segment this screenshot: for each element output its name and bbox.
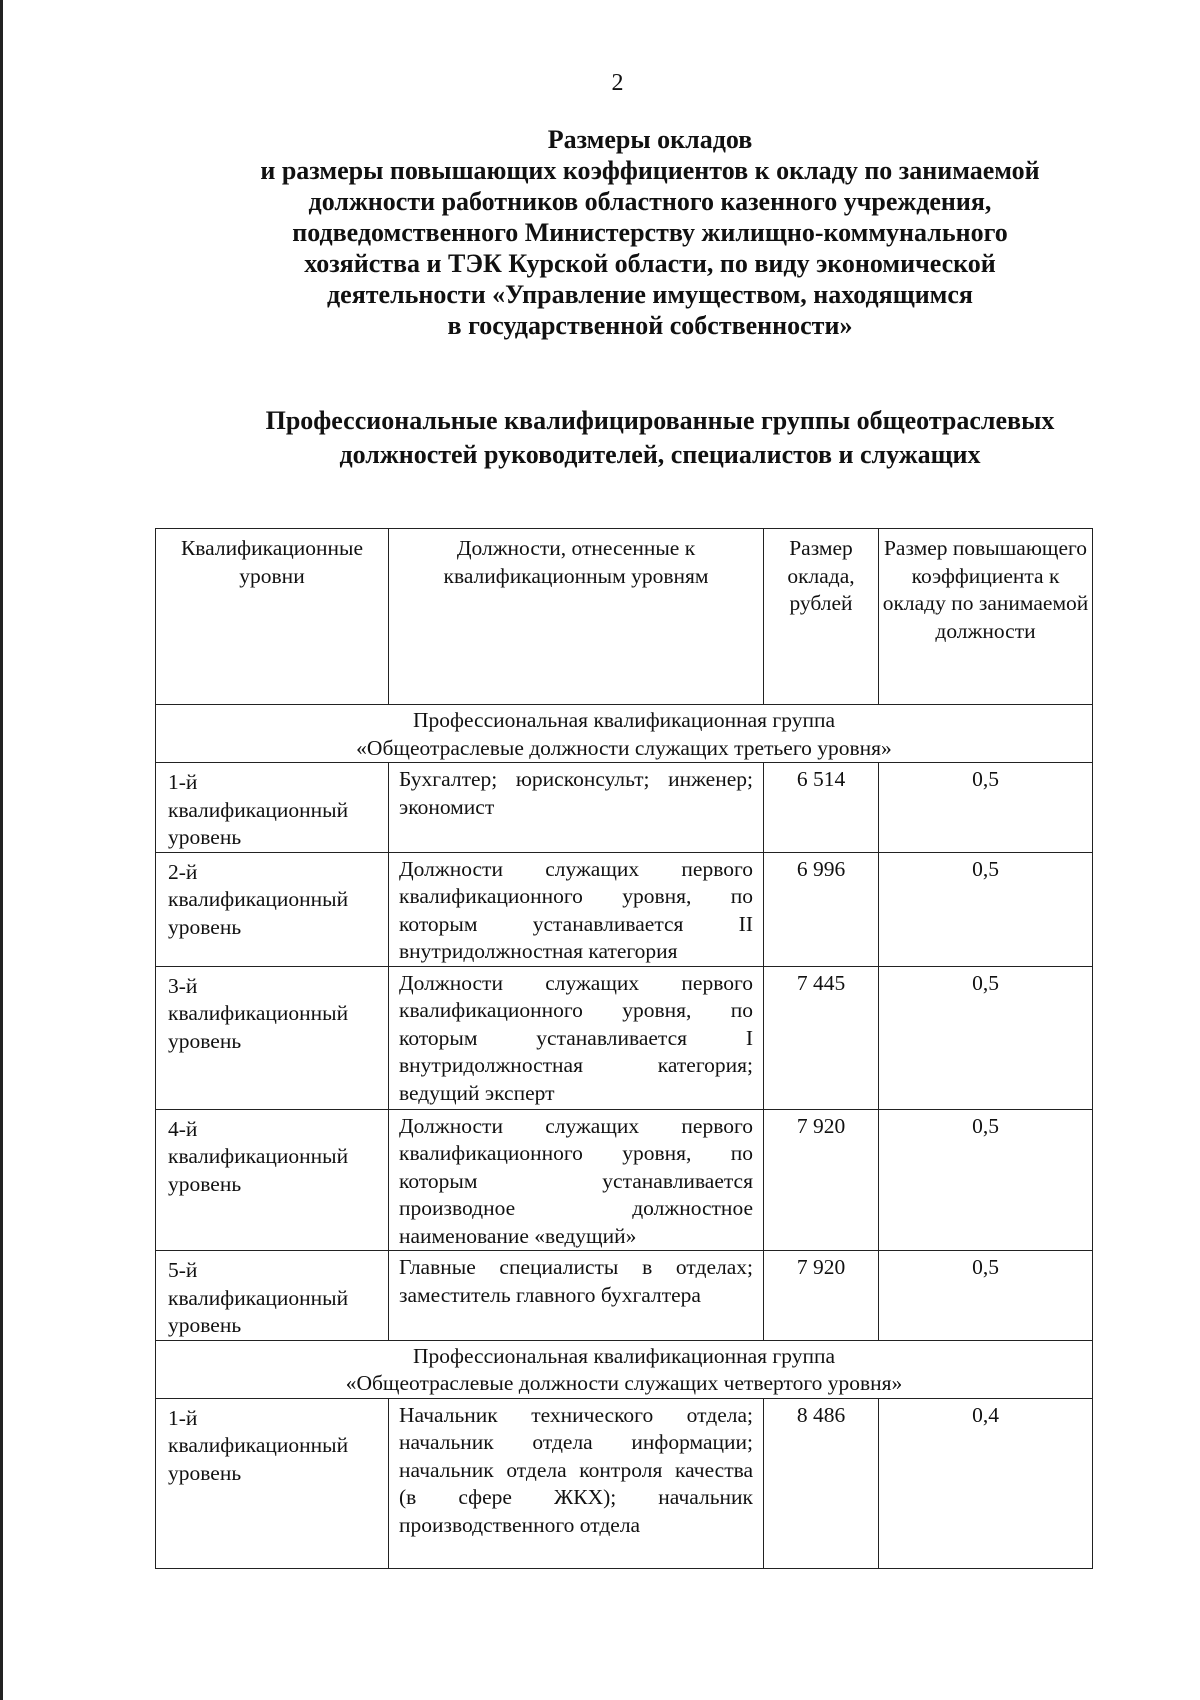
positions-cell: Должности служащих первого квалификационного уровня, по которым устанавливается II внутридолжностная категория [389, 852, 764, 966]
positions-cell: Бухгалтер; юрисконсульт; инженер; экономист [389, 763, 764, 853]
title-line: хозяйства и ТЭК Курской области, по виду экономической [304, 249, 996, 278]
header-salary: Размер оклада, рублей [764, 529, 879, 705]
level-cell: 5-й квалификационный уровень [156, 1251, 389, 1341]
coefficient-cell: 0,5 [879, 966, 1093, 1109]
section-subtitle [230, 404, 1090, 472]
level-cell: 2-й квалификационный уровень [156, 852, 389, 966]
salary-cell: 7 920 [764, 1109, 879, 1251]
level-cell: 1-й квалификационный уровень [156, 1398, 389, 1568]
group-title [156, 1340, 1093, 1398]
level-cell: 4-й квалификационный уровень [156, 1109, 389, 1251]
table-row [156, 1109, 1093, 1251]
salary-cell: 8 486 [764, 1398, 879, 1568]
table-row [156, 966, 1093, 1109]
group-title-line: Профессиональная квалификационная группа [412, 708, 835, 732]
group-title [156, 705, 1093, 763]
positions-cell: Должности служащих первого квалификационного уровня, по которым устанавливается производное должностное наименование «ведущий» [389, 1109, 764, 1251]
group-title-line: «Общеотраслевые должности служащих четвертого уровня» [345, 1371, 903, 1395]
level-cell: 1-й квалификационный уровень [156, 763, 389, 853]
group-header-row [156, 705, 1093, 763]
title-line: и размеры повышающих коэффициентов к окладу по занимаемой [260, 156, 1040, 185]
subtitle-line: Профессиональные квалифицированные группы общеотраслевых [265, 406, 1055, 435]
coefficient-cell: 0,4 [879, 1398, 1093, 1568]
salary-cell: 7 920 [764, 1251, 879, 1341]
positions-cell: Начальник технического отдела; начальник отдела информации; начальник отдела контроля качества (в сфере ЖКХ); начальник производственного отдела [389, 1398, 764, 1568]
group-header-row [156, 1340, 1093, 1398]
salary-table [155, 528, 1093, 1569]
title-line: подведомственного Министерству жилищно-коммунального [292, 218, 1008, 247]
positions-cell: Должности служащих первого квалификационного уровня, по которым устанавливается I внутридолжностная категория; ведущий эксперт [389, 966, 764, 1109]
title-line: должности работников областного казенного учреждения, [308, 187, 992, 216]
subtitle-line: должностей руководителей, специалистов и служащих [339, 440, 981, 469]
title-line: Размеры окладов [547, 125, 753, 154]
header-level: Квалификационные уровни [156, 529, 389, 705]
header-coefficient: Размер повышающего коэффициента к окладу по занимаемой должности [879, 529, 1093, 705]
document-title [230, 124, 1070, 341]
positions-cell: Главные специалисты в отделах; заместитель главного бухгалтера [389, 1251, 764, 1341]
page-number: 2 [611, 70, 624, 96]
salary-cell: 6 514 [764, 763, 879, 853]
coefficient-cell: 0,5 [879, 852, 1093, 966]
salary-cell: 7 445 [764, 966, 879, 1109]
title-line: деятельности «Управление имуществом, находящимся [327, 280, 973, 309]
coefficient-cell: 0,5 [879, 1251, 1093, 1341]
salary-cell: 6 996 [764, 852, 879, 966]
header-positions: Должности, отнесенные к квалификационным уровням [389, 529, 764, 705]
group-title-line: «Общеотраслевые должности служащих третьего уровня» [356, 735, 892, 760]
coefficient-cell: 0,5 [879, 763, 1093, 853]
table-row [156, 763, 1093, 853]
scan-edge [0, 0, 3, 1700]
table-row [156, 852, 1093, 966]
table-row [156, 1251, 1093, 1341]
level-cell: 3-й квалификационный уровень [156, 966, 389, 1109]
table-header-row [156, 529, 1093, 705]
group-title-line: Профессиональная квалификационная группа [412, 1343, 835, 1368]
table-row [156, 1398, 1093, 1568]
coefficient-cell: 0,5 [879, 1109, 1093, 1251]
title-line: в государственной собственности» [447, 311, 853, 340]
